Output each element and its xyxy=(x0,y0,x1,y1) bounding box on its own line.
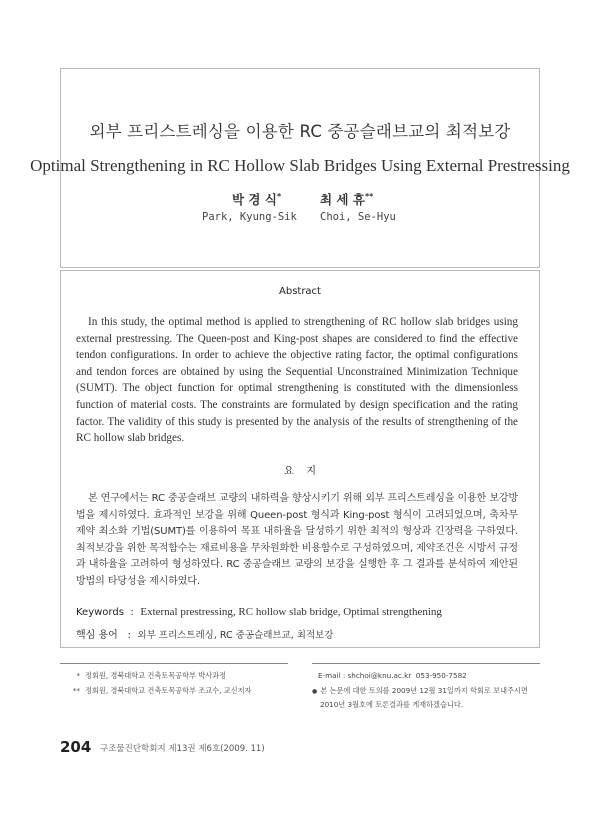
author-2-mark: ** xyxy=(364,191,374,201)
author-1-korean xyxy=(232,190,281,208)
keywords-korean-separator: : xyxy=(121,630,135,641)
title-english: Optimal Strengthening in RC Hollow Slab Bridges Using External Prestressing xyxy=(30,156,570,175)
journal-info: 구조물진단학회지 제13권 제6호(2009. 11) xyxy=(100,744,265,754)
keywords-separator: : xyxy=(127,607,137,618)
footnote-email: E-mail : shchoi@knu.ac.kr 053-950-7582 xyxy=(318,671,467,680)
author-2-name: 최 세 휴 xyxy=(320,192,365,207)
author-1-mark: * xyxy=(276,191,282,201)
author-2-korean xyxy=(320,190,373,208)
keywords-text: External prestressing, RC hollow slab bridge, Optimal strengthening xyxy=(140,606,442,618)
abstract-english: In this study, the optimal method is applied to strengthening of RC hollow slab bridges using external prestressing. The Queen-post and King-post shapes are considered to find the effective tendon configurations. In order to achieve the objective rating factor, the optimal configurations and tendon forces are obtained by using the Sequential Unconstrained Minimization Technique (SUMT). The object function for optimal strengthening is constituted with the dimensionless function of material costs. The constraints are formulated by design specification and the rating factor. The validity of this study is presented by the analysis of the results of strengthening of the RC hollow slab bridges. xyxy=(76,316,518,445)
footnote-2-mark: ** xyxy=(72,686,80,695)
keywords-label: Keywords xyxy=(76,607,124,618)
footnote-1-mark: * xyxy=(76,671,80,680)
keywords-row xyxy=(76,606,442,618)
footnote-divider-right xyxy=(312,663,540,664)
footnote-discussion-line1: 본 논문에 대한 토의를 2009년 12월 31일까지 학회로 보내주시면 xyxy=(320,686,528,695)
author-2-english: Choi, Se-Hyu xyxy=(320,211,396,223)
footnote-2 xyxy=(62,684,251,698)
bullet-icon: ● xyxy=(312,688,318,695)
author-1-english: Park, Kyung-Sik xyxy=(202,211,297,223)
keywords-korean-text: 외부 프리스트레싱, RC 중공슬래브교, 최적보강 xyxy=(137,630,334,641)
author-1-name: 박 경 식 xyxy=(232,192,277,207)
page-number: 204 xyxy=(60,738,92,756)
footnote-1-text: 정회원, 경북대학교 건축토목공학부 박사과정 xyxy=(85,671,227,680)
footnote-divider-left xyxy=(60,663,288,664)
title-korean: 외부 프리스트레싱을 이용한 RC 중공슬래브교의 최적보강 xyxy=(89,122,511,141)
keywords-korean-row xyxy=(76,626,334,641)
abstract-korean-heading: 요 지 xyxy=(283,466,317,477)
footnote-1 xyxy=(62,669,226,683)
footnote-2-text: 정회원, 경북대학교 건축토목공학부 조교수, 교신저자 xyxy=(85,686,252,695)
abstract-korean: 본 연구에서는 RC 중공슬래브 교량의 내하력을 향상시키기 위해 외부 프리스트레싱을 이용한 보강방법을 제시하였다. 효과적인 보강을 위해 Queen-post 형식과 King-post 형식이 고려되었으며, 축차무제약 최소화 기법(SUMT)를 이용하여 목표 내하율을 달성하기 위한 최적의 형상과 긴장력을 구하였다. 최적보강을 위한 목적함수는 재료비용을 무차원화한 비용함수로 구성하였으며, 제약조건은 시방서 규정과 내하율을 고려하여 형성하였다. RC 중공슬래브 교량의 보강을 실행한 후 그 결과를 분석하여 제안된 방법의 타당성을 제시하였다. xyxy=(76,493,518,587)
keywords-korean-label: 핵심 용어 xyxy=(76,630,118,641)
footnote-discussion-line2: 2010년 3월호에 토론결과를 게재하겠습니다. xyxy=(320,700,464,709)
footnote-discussion xyxy=(312,684,528,699)
abstract-heading: Abstract xyxy=(279,286,321,297)
